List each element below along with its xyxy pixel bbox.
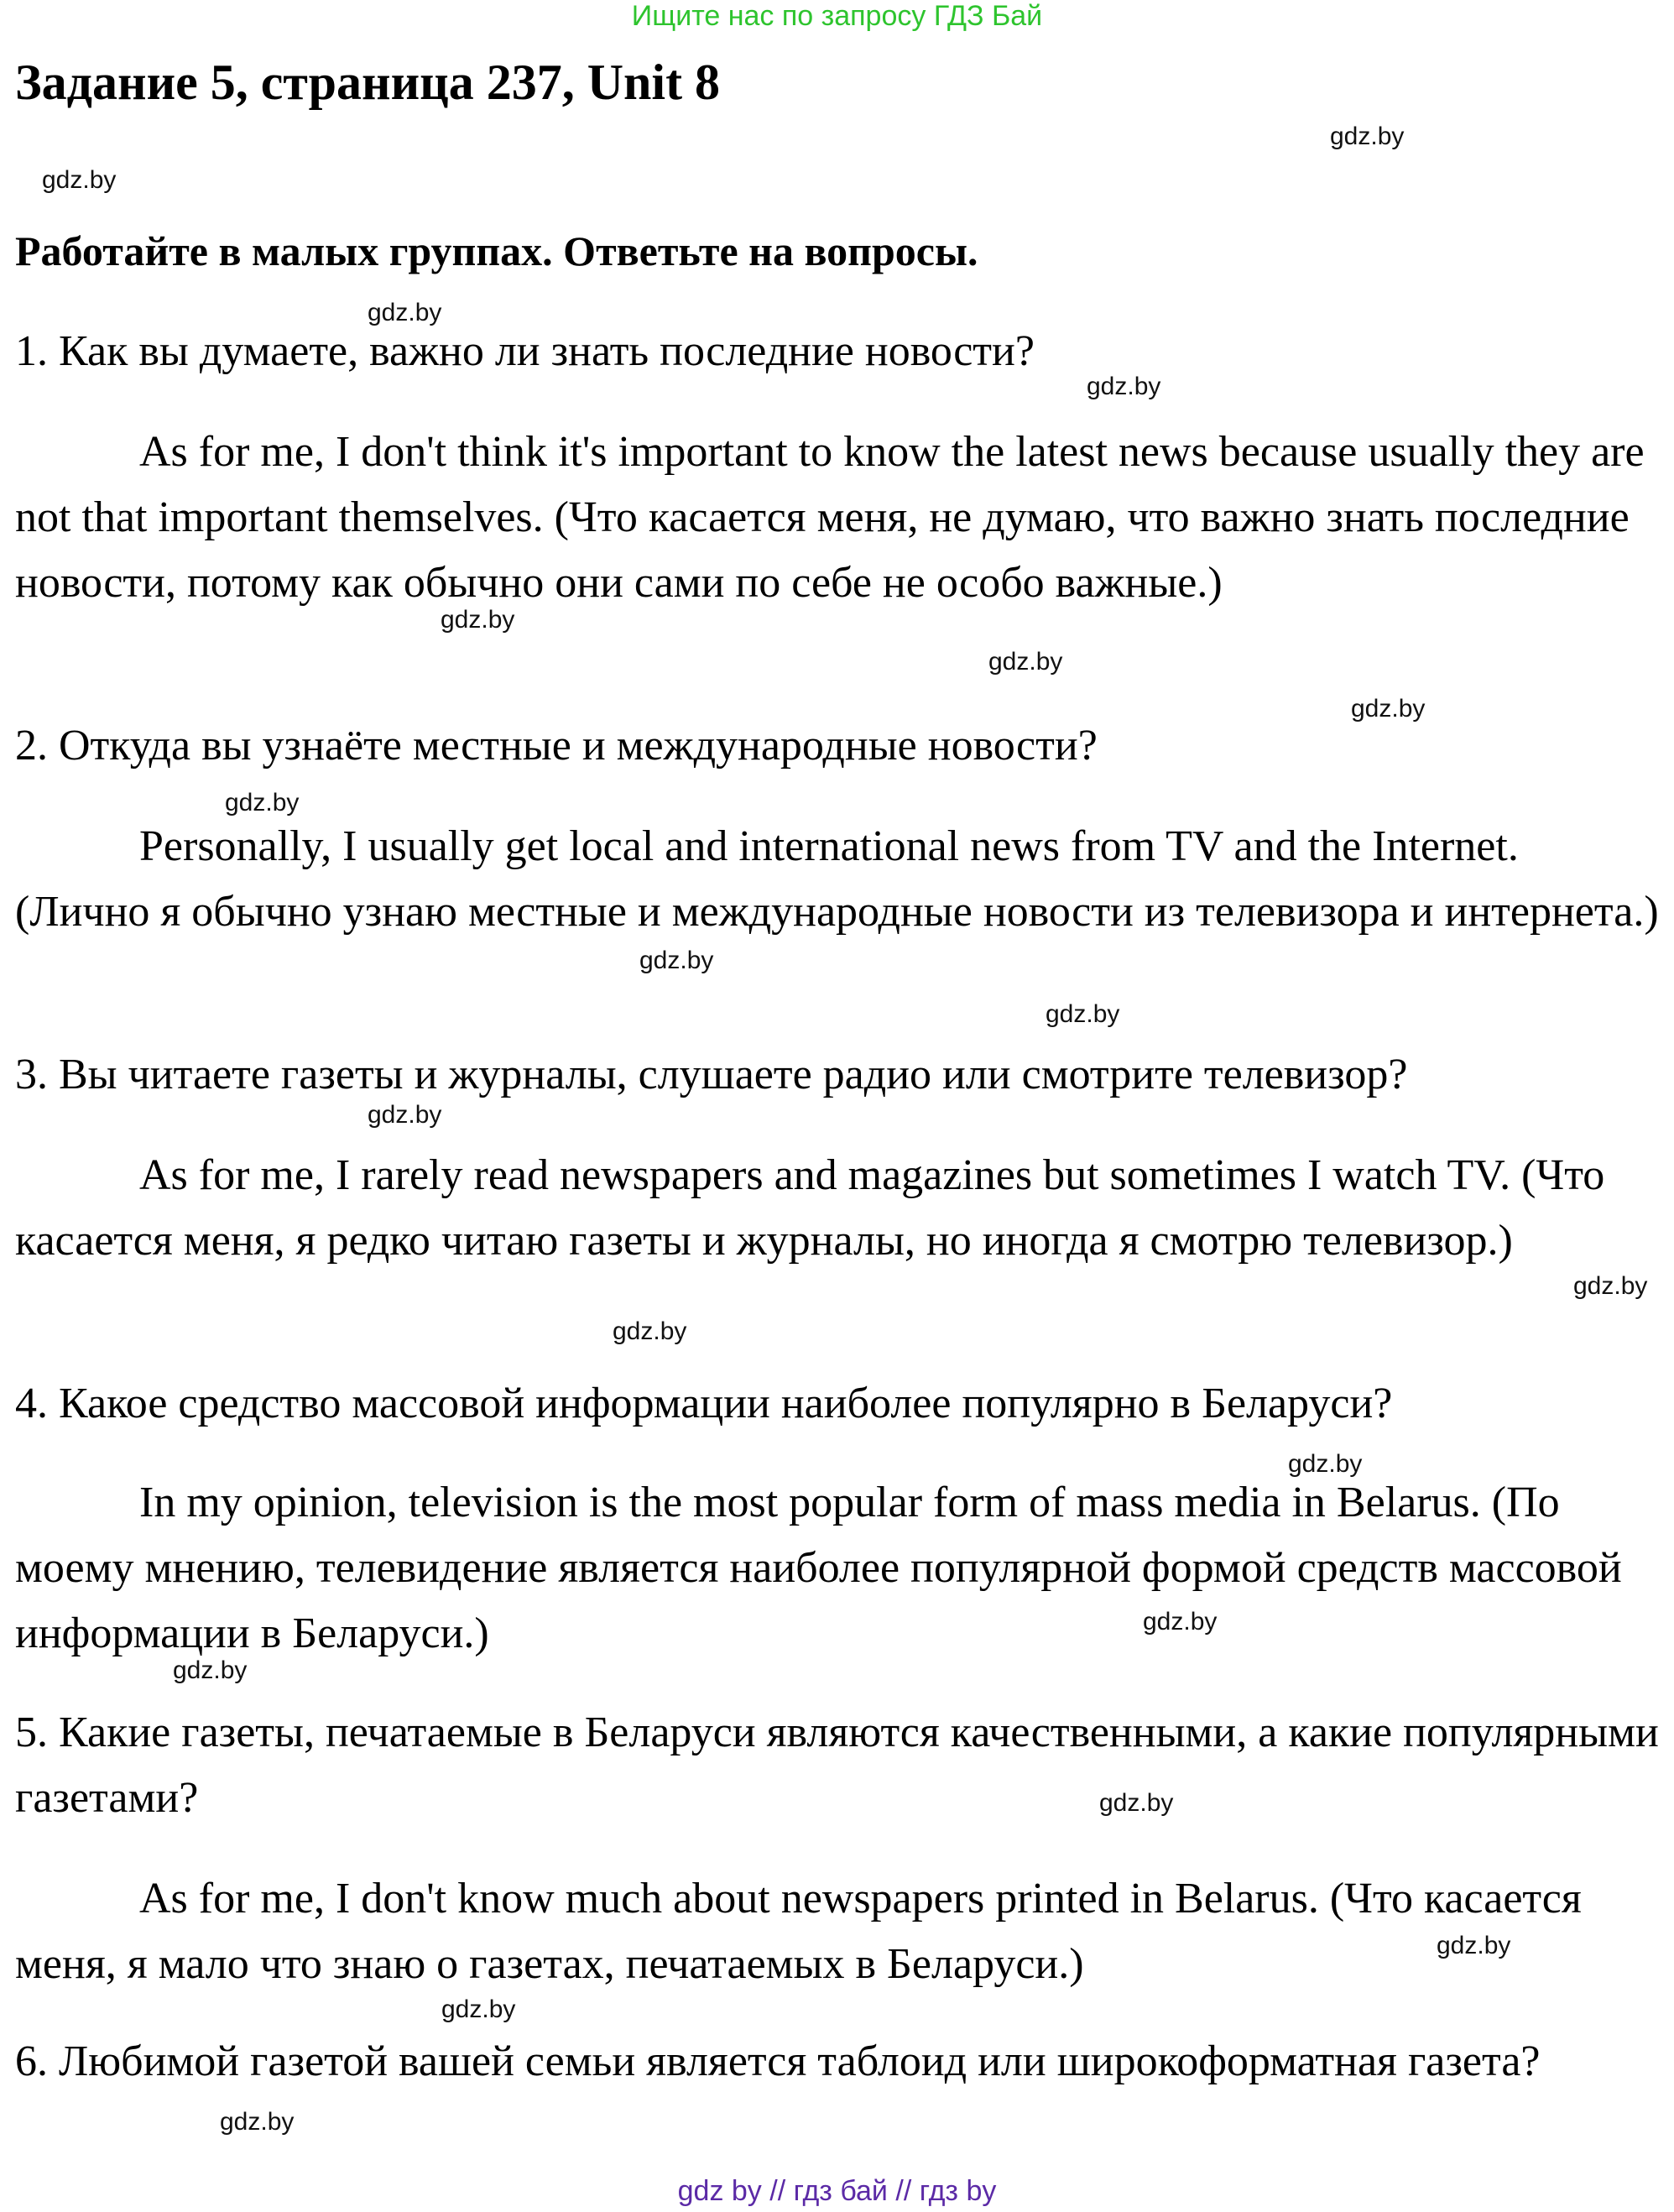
bottom-banner[interactable]: gdz by // гдз бай // гдз by xyxy=(677,2175,997,2207)
watermark: gdz.by xyxy=(1087,373,1161,400)
question-3: 3. Вы читаете газеты и журналы, слушаете радио или смотрите телевизор? xyxy=(15,1051,1408,1098)
watermark: gdz.by xyxy=(173,1656,248,1684)
watermark: gdz.by xyxy=(1573,1272,1648,1300)
question-6: 6. Любимой газетой вашей семьи является таблоид или широкоформатная газета? xyxy=(15,2037,1541,2085)
question-4: 4. Какое средство массовой информации наиболее популярно в Беларуси? xyxy=(15,1380,1393,1427)
watermark: gdz.by xyxy=(441,606,515,634)
answer-1: As for me, I don't think it's important to know the latest news because usually they are not that important themselves. (Что касается меня, не думаю, что важно знать последние новости, потому как обычно они сами по себе не особо важные.) xyxy=(15,428,1645,607)
watermark: gdz.by xyxy=(1330,123,1405,150)
answer-3: As for me, I rarely read newspapers and magazines but sometimes I watch TV. (Что касается меня, я редко читаю газеты и журналы, но иногда я смотрю телевизор.) xyxy=(15,1151,1605,1265)
watermark: gdz.by xyxy=(368,299,442,326)
watermark: gdz.by xyxy=(613,1317,687,1345)
watermark: gdz.by xyxy=(441,1995,516,2023)
watermark: gdz.by xyxy=(1046,1000,1120,1028)
answer-2: Personally, I usually get local and international news from TV and the Internet. (Лично я обычно узнаю местные и международные новости из телевизора и интернета.) xyxy=(15,822,1659,936)
watermark: gdz.by xyxy=(1143,1608,1218,1636)
watermark: gdz.by xyxy=(225,789,300,816)
question-5: 5. Какие газеты, печатаемые в Беларуси являются качественными, а какие популярными газетами? xyxy=(15,1709,1659,1822)
question-1: 1. Как вы думаете, важно ли знать последние новости? xyxy=(15,327,1035,375)
watermark: gdz.by xyxy=(368,1101,442,1129)
top-banner[interactable]: Ищите нас по запросу ГДЗ Бай xyxy=(631,0,1043,32)
task-instruction: Работайте в малых группах. Ответьте на вопросы. xyxy=(15,227,978,274)
watermark: gdz.by xyxy=(1437,1932,1511,1959)
watermark: gdz.by xyxy=(1099,1789,1174,1817)
watermark: gdz.by xyxy=(1351,695,1426,723)
watermark: gdz.by xyxy=(988,648,1063,676)
question-2: 2. Откуда вы узнаёте местные и международные новости? xyxy=(15,722,1098,770)
watermark: gdz.by xyxy=(1288,1450,1363,1478)
watermark: gdz.by xyxy=(42,166,117,194)
watermark: gdz.by xyxy=(639,947,714,974)
answer-4: In my opinion, television is the most popular form of mass media in Belarus. (По моему мнению, телевидение является наиболее популярной формой средств массовой информации в Беларуси.) xyxy=(15,1479,1622,1657)
answer-5: As for me, I don't know much about newspapers printed in Belarus. (Что касается меня, я мало что знаю о газетах, печатаемых в Беларуси.) xyxy=(15,1875,1582,1988)
watermark: gdz.by xyxy=(220,2108,295,2136)
page-title: Задание 5, страница 237, Unit 8 xyxy=(15,55,721,110)
